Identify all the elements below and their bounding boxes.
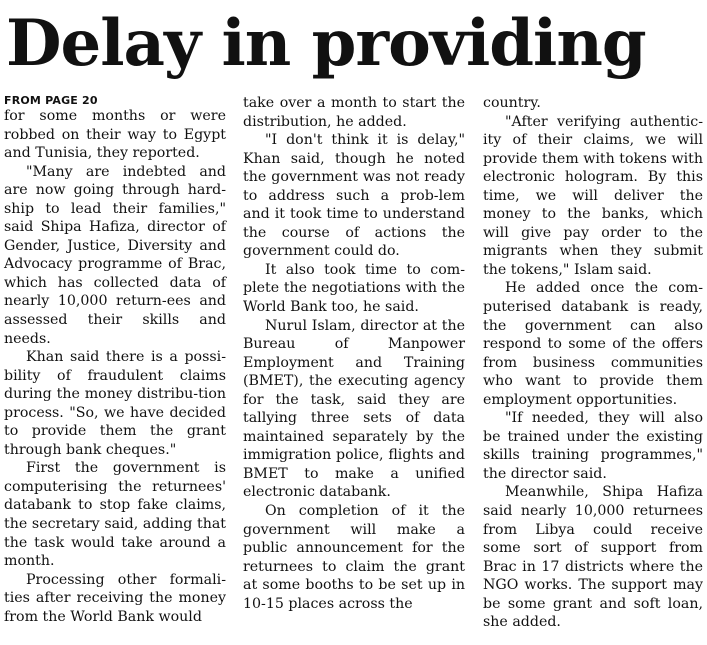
continued-from-label: FROM PAGE 20 [4,94,98,107]
paragraph: First the government is computerising the returnees' databank to stop fake claims, the secretary said, adding that the task would take around a month. [4,460,226,570]
paragraph: country. [483,95,541,111]
paragraph: It also took time to com-plete the negotiations with the World Bank too, he said. [243,261,465,316]
paragraph: for some months or were robbed on their way to Egypt and Tunisia, they reported. [4,108,226,162]
article-column-2 [243,94,465,613]
paragraph: Meanwhile, Shipa Hafiza said nearly 10,000 returnees from Libya could receive some sort of support from Brac in 17 districts where the NGO works. The support may be some grant and soft loan, she added. [483,484,703,631]
paragraph: Processing other formali-ties after receiving the money from the World Bank would [4,571,226,625]
paragraph: Nurul Islam, director at the Bureau of Manpower Employment and Training (BMET), the executing agency for the task, said they are tallying three sets of data maintained separately by the immigration police, flights and BMET to make a unified electronic databank. [243,317,465,501]
paragraph: "Many are indebted and are now going through hard-ship to lead their families," said Shipa Hafiza, director of Gender, Justice, Diversity and Advocacy programme of Brac, which has collected data of nearly 10,000 return-ees and assessed their skills and needs. [4,163,226,347]
article-column-1 [4,94,226,626]
headline: Delay in providing [6,6,646,81]
paragraph: He added once the com-puterised databank is ready, the government can also respond to some of the offers from business communities who want to provide them employment opportunities. [483,280,703,408]
paragraph: On completion of it the government will make a public announcement for the returnees to claim the grant at some booths to be set up in 10-15 places across the [243,503,465,612]
paragraph: "If needed, they will also be trained under the existing skills training programmes," the director said. [483,410,703,482]
paragraph: Khan said there is a possi-bility of fraudulent claims during the money distribu-tion process. "So, we have decided to provide them the grant through bank cheques." [4,349,226,458]
paragraph: "After verifying authentic-ity of their claims, we will provide them with tokens with electronic hologram. By this time, we will deliver the money to the banks, which will give pay order to the migrants when they submit the tokens," Islam said. [483,113,703,278]
paragraph: "I don't think it is delay," Khan said, though he noted the government was not ready to address such a prob-lem and it took time to understand the course of actions the government could do. [243,132,465,260]
article-column-3 [483,94,703,632]
paragraph: take over a month to start the distribution, he added. [243,95,465,130]
